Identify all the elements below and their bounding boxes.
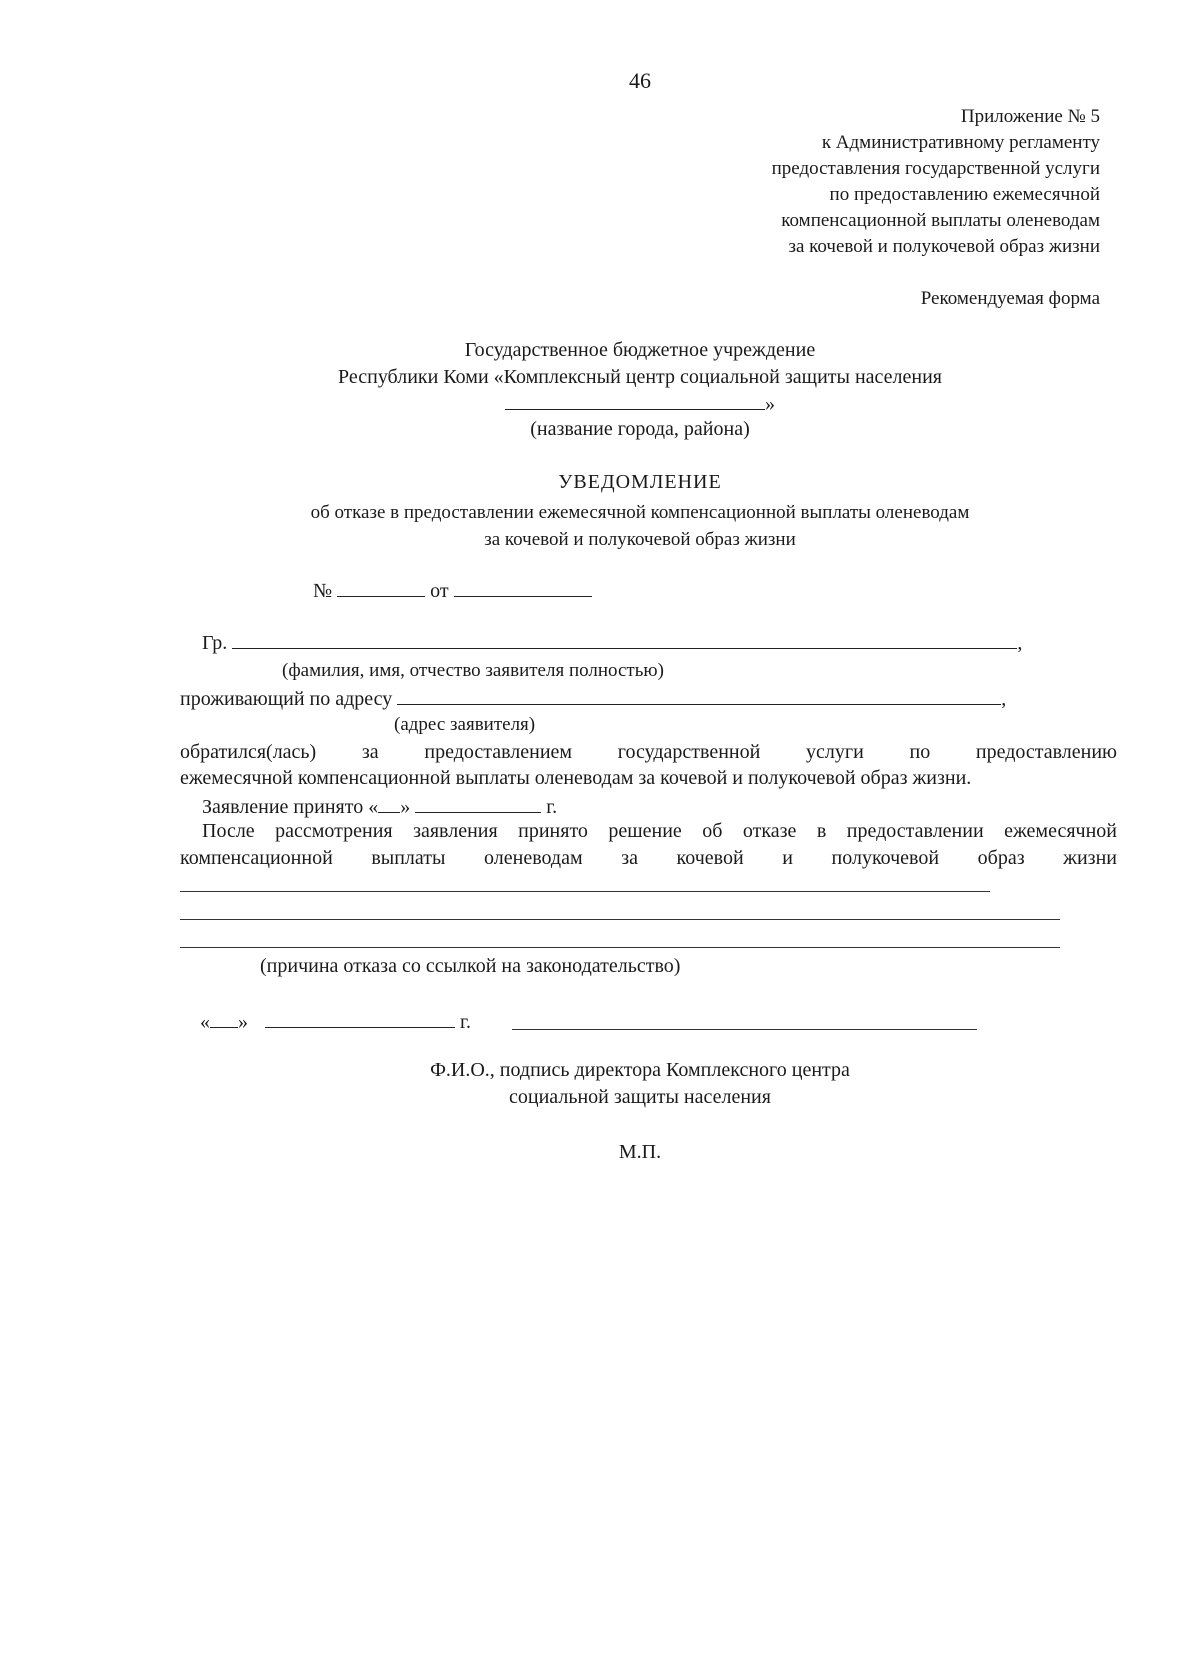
signature-caption <box>0 1057 1200 1111</box>
year-suffix: г. <box>460 1011 471 1033</box>
organization-line-1: Государственное бюджетное учреждение <box>464 339 816 361</box>
citizen-suffix: , <box>1017 632 1023 654</box>
appendix-line: по предоставлению ежемесячной <box>829 184 1100 205</box>
reason-blank-field-1[interactable] <box>180 891 990 892</box>
appendix-line: предоставления государственной услуги <box>771 158 1100 179</box>
organization-line-3 <box>0 391 1200 418</box>
number-sign: № <box>313 580 333 602</box>
subtitle-line-2: за кочевой и полукочевой образ жизни <box>484 529 796 550</box>
document-title: УВЕДОМЛЕНИЕ <box>558 471 722 493</box>
reason-blank-field-2[interactable] <box>180 919 1060 920</box>
organization-block <box>0 337 1200 418</box>
address-line <box>180 686 1006 711</box>
appendix-line: за кочевой и полукочевой образ жизни <box>788 236 1100 257</box>
accepted-line <box>202 794 557 819</box>
address-suffix: , <box>1001 688 1007 710</box>
body-line-2: ежемесячной компенсационной выплаты оленеводам за кочевой и полукочевой образ жизни. <box>180 767 972 789</box>
decision-line-1: После рассмотрения заявления принято решение об отказе в предоставлении ежемесячной <box>202 820 1117 842</box>
address-blank-field[interactable] <box>397 686 1001 705</box>
body-line-1: обратился(лась) за предоставлением государственной услуги по предоставлению <box>180 741 1117 763</box>
reason-blank-field-3[interactable] <box>180 947 1060 948</box>
document-subtitle <box>0 499 1200 553</box>
stamp-place: М.П. <box>618 1141 662 1163</box>
appendix-line: к Административному регламенту <box>821 132 1100 153</box>
date-blank-field[interactable] <box>454 578 592 597</box>
closing-quote: » <box>765 393 775 415</box>
address-prefix: проживающий по адресу <box>180 688 393 710</box>
open-quote: « <box>200 1011 210 1033</box>
signature-caption-line-1: Ф.И.О., подпись директора Комплексного центра <box>430 1059 850 1081</box>
signature-date-line <box>200 1009 471 1034</box>
signature-month-blank-field[interactable] <box>265 1009 455 1028</box>
page-number: 46 <box>629 68 651 93</box>
citizen-name-hint: (фамилия, имя, отчество заявителя полностью) <box>282 660 664 681</box>
appendix-line: Приложение № 5 <box>960 106 1100 127</box>
city-hint: (название города, района) <box>530 418 750 440</box>
reason-hint: (причина отказа со ссылкой на законодательство) <box>260 955 681 977</box>
subtitle-line-1: об отказе в предоставлении ежемесячной компенсационной выплаты оленеводам <box>310 502 970 523</box>
accepted-day-blank-field[interactable] <box>378 794 400 813</box>
citizen-prefix: Гр. <box>202 632 228 654</box>
director-signature-blank-field[interactable] <box>512 1029 977 1030</box>
accepted-prefix: Заявление принято « <box>202 796 379 818</box>
citizen-name-blank-field[interactable] <box>232 630 1017 649</box>
close-quote: » <box>238 1011 248 1033</box>
number-date-line <box>313 578 592 603</box>
number-blank-field[interactable] <box>337 578 425 597</box>
appendix-header <box>580 104 1100 260</box>
city-blank-field[interactable] <box>505 391 765 410</box>
from-word: от <box>430 580 449 602</box>
organization-line-2: Республики Коми «Комплексный центр социальной защиты населения <box>338 366 942 388</box>
address-hint: (адрес заявителя) <box>394 714 536 735</box>
signature-caption-line-2: социальной защиты населения <box>509 1086 771 1108</box>
decision-line-2: компенсационной выплаты оленеводам за кочевой и полукочевой образ жизни <box>180 847 1117 869</box>
citizen-line <box>202 630 1022 655</box>
recommended-form-note: Рекомендуемая форма <box>920 288 1100 309</box>
signature-day-blank-field[interactable] <box>210 1009 238 1028</box>
appendix-line: компенсационной выплаты оленеводам <box>781 210 1100 231</box>
accepted-mid: » <box>400 796 411 818</box>
accepted-month-blank-field[interactable] <box>415 794 541 813</box>
accepted-suffix: г. <box>546 796 558 818</box>
